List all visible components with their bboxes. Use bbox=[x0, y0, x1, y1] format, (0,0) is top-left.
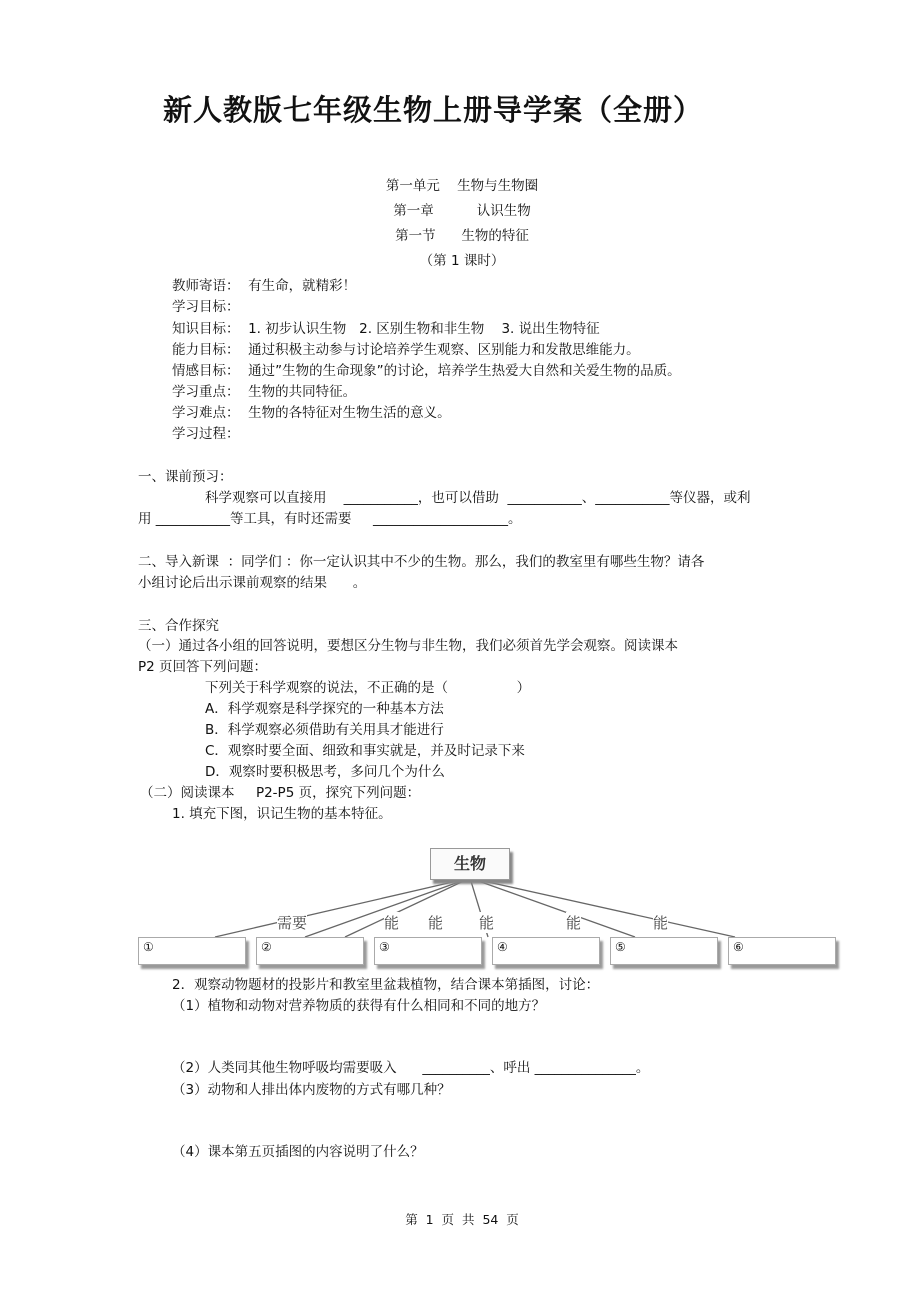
discussion-q1: （1）植物和动物对营养物质的获得有什么相同和不同的地方？ bbox=[172, 998, 546, 1014]
part1-text: 科学观察可以直接用 ___________，也可以借助 ___________、___________等仪器，或利 bbox=[205, 490, 751, 506]
blank-box-5[interactable]: ⑤ bbox=[610, 937, 718, 965]
intro-line: 能力目标： 通过积极主动参与讨论培养学生观察、区别能力和发散思维能力。 bbox=[172, 342, 640, 358]
period-heading: （第 1 课时） bbox=[419, 253, 505, 269]
blank-box-2[interactable]: ② bbox=[256, 937, 364, 965]
intro-line: 教师寄语： 有生命，就精彩！ bbox=[172, 278, 357, 294]
document-title: 新人教版七年级生物上册导学案（全册） bbox=[162, 93, 703, 127]
part1-text: 用 ___________等工具，有时还需要 ____________________。 bbox=[138, 511, 522, 527]
part3-text: 1. 填充下图，识记生物的基本特征。 bbox=[172, 806, 392, 822]
part2-text: 小组讨论后出示课前观察的结果 。 bbox=[138, 575, 367, 591]
option-d: D．观察时要积极思考，多问几个为什么 bbox=[205, 764, 445, 780]
discussion-q2: （2）人类同其他生物呼吸均需要吸入 __________、呼出 _______________。 bbox=[172, 1060, 650, 1076]
diagram-label: 能 bbox=[384, 914, 400, 932]
part1-heading: 一、课前预习： bbox=[138, 469, 233, 485]
diagram-label: 能 bbox=[428, 914, 444, 932]
diagram-label: 能 bbox=[566, 914, 582, 932]
part3-text: 2．观察动物题材的投影片和教室里盆栽植物，结合课本第插图，讨论： bbox=[172, 977, 600, 993]
intro-line: 学习过程： bbox=[172, 426, 240, 442]
blank-box-6[interactable]: ⑥ bbox=[728, 937, 836, 965]
intro-line: 情感目标： 通过”生物的生命现象”的讨论，培养学生热爱大自然和关爱生物的品质。 bbox=[172, 363, 681, 379]
part3-heading: 三、合作探究 bbox=[138, 618, 219, 634]
intro-line: 学习目标： bbox=[172, 299, 240, 315]
diagram-root: 生物 bbox=[430, 848, 510, 880]
diagram-label: 需要 bbox=[277, 914, 308, 932]
blank-box-4[interactable]: ④ bbox=[492, 937, 600, 965]
option-c: C．观察时要全面、细致和事实就是，并及时记录下来 bbox=[205, 743, 525, 759]
part3-text: （二）阅读课本 P2-P5 页，探究下列问题： bbox=[140, 785, 421, 801]
unit-heading: 第一单元 生物与生物圈 bbox=[385, 178, 539, 194]
intro-line: 学习重点： 生物的共同特征。 bbox=[172, 384, 357, 400]
discussion-q3: （3）动物和人排出体内废物的方式有哪几种？ bbox=[172, 1082, 451, 1098]
intro-line: 知识目标： 1. 初步认识生物 2. 区别生物和非生物 3. 说出生物特征 bbox=[172, 321, 600, 337]
diagram-label: 能 bbox=[479, 914, 495, 932]
section-heading: 第一节 生物的特征 bbox=[395, 228, 529, 244]
option-a: A．科学观察是科学探究的一种基本方法 bbox=[205, 701, 444, 717]
diagram-label: 能 bbox=[653, 914, 669, 932]
chapter-heading: 第一章 认识生物 bbox=[393, 203, 531, 219]
discussion-q4: （4）课本第五页插图的内容说明了什么？ bbox=[172, 1144, 424, 1160]
option-b: B．科学观察必须借助有关用具才能进行 bbox=[205, 722, 444, 738]
question: 下列关于科学观察的说法，不正确的是（ ） bbox=[205, 680, 531, 696]
part2-text: 二、导入新课 ：同学们 ：你一定认识其中不少的生物。那么，我们的教室里有哪些生物？请各 bbox=[138, 554, 705, 570]
part3-text: （一）通过各小组的回答说明，要想区分生物与非生物，我们必须首先学会观察。阅读课本 bbox=[138, 638, 678, 654]
blank-box-1[interactable]: ① bbox=[138, 937, 246, 965]
blank-box-3[interactable]: ③ bbox=[374, 937, 482, 965]
part3-text: P2 页回答下列问题： bbox=[138, 659, 268, 675]
page-footer: 第 1 页 共 54 页 bbox=[405, 1212, 519, 1227]
intro-line: 学习难点： 生物的各特征对生物生活的意义。 bbox=[172, 405, 451, 421]
